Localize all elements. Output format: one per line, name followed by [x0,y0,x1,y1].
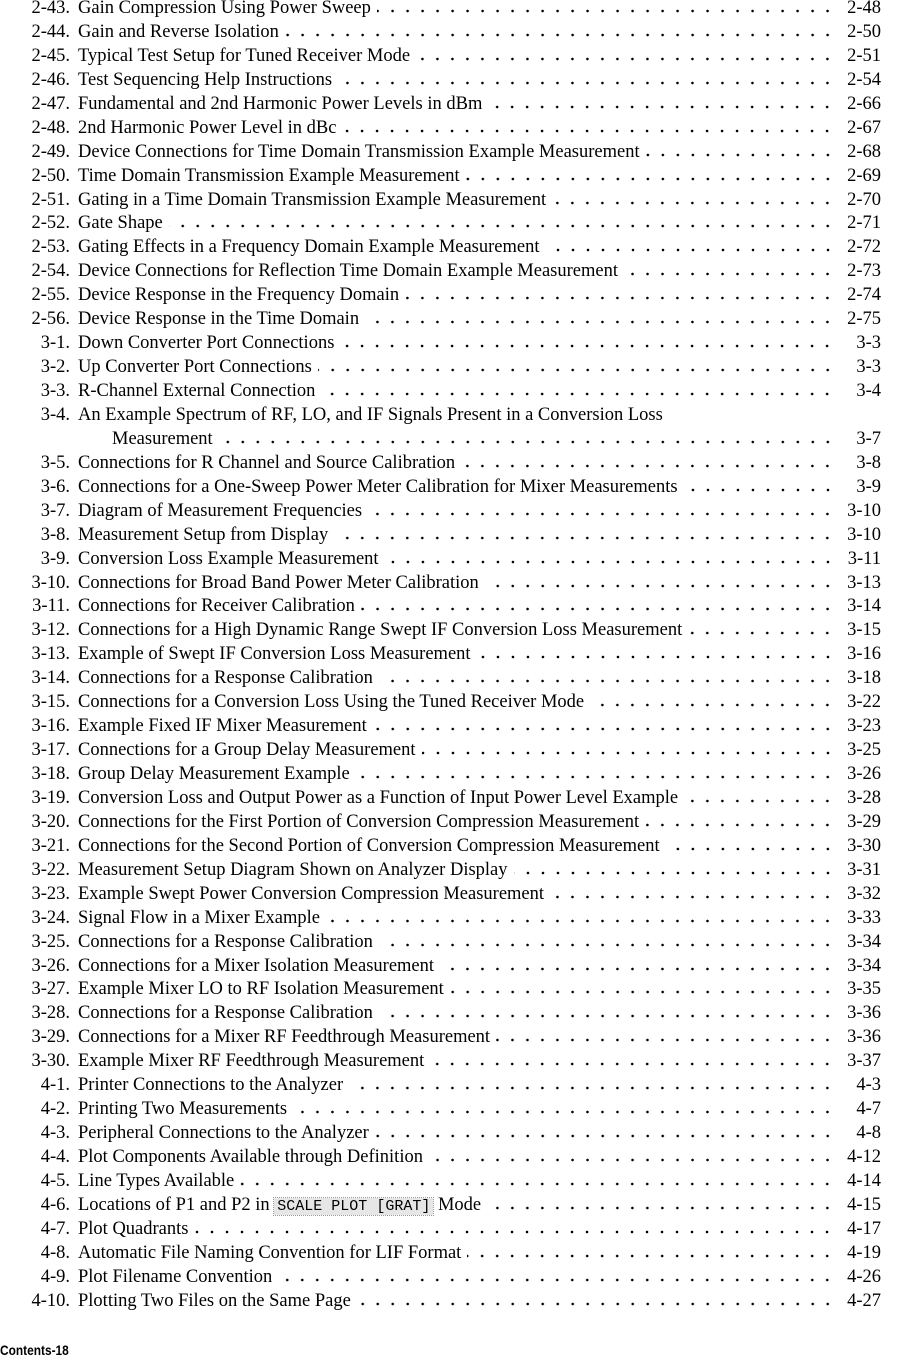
figure-number: 3-11. [32,596,70,617]
figure-number: 3-24. [31,907,70,928]
page-number: 2-66 [847,93,881,114]
dot-leader [342,129,835,133]
figure-number: 2-51. [31,189,70,210]
figure-number: 3-5. [40,452,70,473]
toc-entry[interactable] [0,1026,907,1050]
toc-entry[interactable] [0,284,907,308]
figure-title: Device Response in the Frequency Domain [78,285,400,306]
dot-leader [379,1014,835,1018]
page-number: 2-73 [847,261,881,282]
toc-entry-continuation[interactable] [0,428,907,452]
figure-number: 3-4. [40,404,70,425]
figure-number: 4-9. [40,1266,70,1287]
dot-leader [240,1182,835,1186]
page-number: 3-25 [847,740,881,761]
figure-number: 2-47. [31,93,70,114]
figure-number: 2-48. [31,117,70,138]
toc-entry[interactable] [0,1050,907,1074]
page-number: 3-15 [847,620,881,641]
figure-title: Plot Filename Convention [78,1266,273,1287]
page-number: 3-35 [847,979,881,1000]
page-number: 2-67 [847,117,881,138]
page-number: 3-34 [847,931,881,952]
dot-leader [450,990,835,994]
toc-entry[interactable] [0,883,907,907]
dot-leader [440,967,835,971]
toc-entry[interactable] [0,1170,907,1194]
figure-title: Line Types Available [78,1170,235,1191]
figure-number: 2-46. [31,69,70,90]
figure-title: 2nd Harmonic Power Level in dBc [78,117,337,138]
dot-leader [550,895,835,899]
dot-leader [645,823,835,827]
toc-entry[interactable] [0,332,907,356]
figure-number: 3-17. [31,740,70,761]
dot-leader [334,536,835,540]
page-number: 2-51 [847,45,881,66]
dot-leader [485,584,835,588]
figure-number: 4-5. [40,1170,70,1191]
figure-number: 4-10. [31,1290,70,1311]
page-number: 2-68 [847,141,881,162]
figure-title: Connections for Broad Band Power Meter Calibration [78,572,479,593]
toc-entry[interactable] [0,1218,907,1242]
figure-number: 3-9. [40,548,70,569]
page-number: 3-7 [856,428,881,449]
figure-title: Plot Quadrants [78,1218,189,1239]
page-number: 3-16 [847,644,881,665]
figure-number: 3-10. [31,572,70,593]
page-number: 3-10 [847,524,881,545]
figure-title: Typical Test Setup for Tuned Receiver Mode [78,45,411,66]
toc-entry[interactable] [0,476,907,500]
page-number: 3-23 [847,716,881,737]
dot-leader [405,296,835,300]
page-number: 3-33 [847,907,881,928]
toc-entry[interactable] [0,1242,907,1266]
toc-entry[interactable] [0,548,907,572]
toc-entry[interactable] [0,667,907,691]
figure-title: Gate Shape [78,213,163,234]
toc-entry[interactable] [0,189,907,213]
toc-entry[interactable] [0,141,907,165]
toc-entry[interactable] [0,739,907,763]
toc-entry[interactable] [0,715,907,739]
dot-leader [488,105,835,109]
figure-number: 3-13. [31,644,70,665]
toc-entry[interactable] [0,1146,907,1170]
toc-entry[interactable] [0,1002,907,1026]
figure-title: Down Converter Port Connections [78,333,335,354]
figure-number: 3-6. [40,476,70,497]
figure-number: 2-55. [31,285,70,306]
figure-number: 4-4. [40,1147,70,1167]
toc-entry[interactable] [0,811,907,835]
toc-entry[interactable] [0,1266,907,1290]
dot-leader [379,943,835,947]
dot-leader [552,201,835,205]
figure-number: 2-53. [31,237,70,258]
page-number: 2-75 [847,309,881,330]
figure-title: Example Swept Power Conversion Compression Measurement [78,883,545,904]
page-number: 3-32 [847,883,881,904]
toc-entry[interactable] [0,165,907,189]
figure-number: 3-19. [31,787,70,808]
figure-title: Connections for the Second Portion of Conversion Compression Measurement [78,835,660,856]
figure-title: Time Domain Transmission Example Measurement [78,165,460,186]
page-number: 2-54 [847,69,881,90]
figure-title: Connections for Receiver Calibration [78,596,355,617]
figure-number: 2-52. [31,213,70,234]
dot-leader [666,847,835,851]
figure-title: Measurement Setup from Display [78,524,329,545]
dot-leader [375,1134,835,1138]
dot-leader [646,153,835,157]
page-number: 3-3 [856,357,881,378]
page-number: 3-9 [856,476,881,497]
figure-title-suffix: Mode [437,1194,482,1215]
page-number: 3-31 [847,859,881,880]
dot-leader [429,1158,835,1162]
page-number: 4-7 [856,1099,881,1120]
figure-title: Connections for a Mixer Isolation Measurement [78,955,435,976]
figure-title: Device Connections for Reflection Time Domain Example Measurement [78,261,618,282]
page-number: 3-10 [847,500,881,521]
figure-number: 4-7. [40,1218,70,1239]
figure-number: 4-6. [40,1194,70,1215]
dot-leader [340,344,835,348]
figure-number: 2-44. [31,21,70,42]
figure-title: Connections for a Response Calibration [78,931,373,952]
figure-number: 2-43. [31,0,70,18]
page-number: 3-34 [847,955,881,976]
dot-leader [546,248,836,252]
dot-leader [466,177,835,181]
figure-title: Printer Connections to the Analyzer [78,1075,344,1096]
figure-title: Measurement Setup Diagram Shown on Analyzer Display [78,859,508,880]
figure-title: Conversion Loss Example Measurement [78,548,379,569]
page-number: 2-74 [847,285,881,306]
figure-title: Connections for a High Dynamic Range Swept IF Conversion Loss Measurement [78,620,683,641]
dot-leader [368,512,835,516]
figure-title: Fundamental and 2nd Harmonic Power Levels in dBm [78,93,483,114]
figure-title: Gain Compression Using Power Sweep [78,0,371,18]
figure-number: 3-25. [31,931,70,952]
toc-entry[interactable] [0,595,907,619]
page-number: 3-14 [847,596,881,617]
dot-leader [365,320,835,324]
figure-title-text: Locations of P1 and P2 in [78,1194,270,1215]
figure-number: 3-7. [40,500,70,521]
toc-entry[interactable] [0,763,907,787]
page-number: 4-19 [847,1242,881,1263]
figure-title: Connections for a Response Calibration [78,668,373,689]
page-number: 3-3 [856,333,881,354]
dot-leader [688,631,835,635]
figure-number: 2-56. [31,309,70,330]
figure-title: Connections for a Conversion Loss Using the Tuned Receiver Mode [78,692,585,713]
dot-leader [278,1278,835,1282]
toc-entry[interactable] [0,117,907,141]
figure-number: 3-29. [31,1027,70,1048]
figure-number: 3-3. [40,381,70,401]
toc-entry[interactable] [0,236,907,260]
toc-entry[interactable] [0,1194,907,1218]
dot-leader [293,1110,835,1114]
dot-leader [326,919,835,923]
page-number: 3-26 [847,764,881,784]
dot-leader [285,33,835,37]
page-number: 3-18 [847,668,881,689]
page-number: 2-69 [847,165,881,186]
figure-title: Test Sequencing Help Instructions [78,69,333,90]
figure-number: 3-2. [40,357,70,378]
figure-title: Device Response in the Time Domain [78,309,360,330]
figure-number: 3-20. [31,811,70,832]
figure-title: Plotting Two Files on the Same Page [78,1290,351,1311]
toc-entry[interactable] [0,69,907,93]
page-number: 3-8 [856,452,881,473]
page-number: 3-29 [847,811,881,832]
page-number: 2-72 [847,237,881,258]
dot-leader [487,1206,835,1210]
page-number: 4-17 [847,1218,881,1239]
page-number: 3-36 [847,1003,881,1024]
page-number: 3-22 [847,692,881,713]
dot-leader [461,464,835,468]
figure-number: 3-1. [40,333,70,354]
figure-title: R-Channel External Connection [78,381,316,401]
page-number: 3-11 [847,548,881,569]
page-number: 3-13 [847,572,881,593]
page-number: 2-50 [847,21,881,42]
figure-title: Plot Components Available through Definition [78,1147,423,1167]
dot-leader [169,224,835,228]
page-number: 4-12 [847,1147,881,1167]
dot-leader [430,1062,835,1066]
toc-entry[interactable] [0,787,907,811]
dot-leader [385,560,835,564]
figure-number: 3-21. [31,835,70,856]
toc-entry[interactable] [0,45,907,69]
toc-entry[interactable] [0,1122,907,1146]
figure-title: Example Fixed IF Mixer Measurement [78,716,367,737]
figure-title: Conversion Loss and Output Power as a Function of Input Power Level Example [78,787,679,808]
dot-leader [379,679,835,683]
page-number: 3-36 [847,1027,881,1048]
figure-number: 3-15. [31,692,70,713]
figure-title: Up Converter Port Connections [78,357,312,378]
dot-leader [477,655,835,659]
figure-title: An Example Spectrum of RF, LO, and IF Signals Present in a Conversion Loss [78,404,663,425]
toc-entry[interactable] [0,0,907,21]
figure-title: Gain and Reverse Isolation [78,21,279,42]
figure-number: 3-27. [31,979,70,1000]
figure-title: Connections for a One-Sweep Power Meter Calibration for Mixer Measurements [78,476,678,497]
toc-entry[interactable] [0,931,907,955]
softkey-label: SCALE PLOT [GRAT] [274,1198,433,1215]
figure-number: 2-54. [31,261,70,282]
toc-entry[interactable] [0,380,907,404]
figure-number: 2-49. [31,141,70,162]
toc-entry[interactable] [0,619,907,643]
page-number: 2-48 [847,0,881,18]
dot-leader [219,440,835,444]
toc-entry[interactable] [0,500,907,524]
figure-number: 4-3. [40,1123,70,1144]
dot-leader [338,81,835,85]
figure-title: Gating in a Time Domain Transmission Example Measurement [78,189,547,210]
toc-entry[interactable] [0,1074,907,1098]
dot-leader [318,368,835,372]
dot-leader [416,57,835,61]
dot-leader [361,607,835,611]
page-number: 3-37 [847,1051,881,1072]
page-number: 3-30 [847,835,881,856]
toc-entry[interactable] [0,21,907,45]
page-number: 4-27 [847,1290,881,1311]
figure-title: Gating Effects in a Frequency Domain Example Measurement [78,237,540,258]
toc-entry[interactable] [0,859,907,883]
page-number: 4-3 [856,1075,881,1096]
page-number: 4-26 [847,1266,881,1287]
toc-entry[interactable] [0,93,907,117]
dot-leader [590,703,835,707]
page-number: 3-4 [856,381,881,401]
toc-entry[interactable] [0,955,907,979]
figure-title: Peripheral Connections to the Analyzer [78,1123,369,1144]
toc-entry[interactable] [0,356,907,380]
toc-entry[interactable] [0,212,907,236]
toc-entry[interactable] [0,524,907,548]
figure-title: Connections for a Mixer RF Feedthrough Measurement [78,1027,491,1048]
figure-number: 3-23. [31,883,70,904]
figure-number: 4-2. [40,1099,70,1120]
figure-title: Automatic File Naming Convention for LIF Format [78,1242,462,1263]
page-number: 4-15 [847,1194,881,1215]
figure-title: Signal Flow in a Mixer Example [78,907,321,928]
dot-leader [349,1086,835,1090]
toc-entry[interactable] [0,308,907,332]
dot-leader [377,9,835,13]
figure-title: Connections for a Response Calibration [78,1003,373,1024]
figure-number: 3-12. [31,620,70,641]
figure-number: 3-14. [31,668,70,689]
dot-leader [321,392,835,396]
page-number: 2-71 [847,213,881,234]
figure-number: 3-28. [31,1003,70,1024]
toc-entry[interactable] [0,1290,907,1314]
figure-title-continued: Measurement [112,428,213,449]
figure-number: 4-1. [40,1075,70,1096]
dot-leader [684,488,835,492]
toc-entry[interactable] [0,643,907,667]
toc-entry[interactable] [0,260,907,284]
dot-leader [496,1038,835,1042]
dot-leader [514,871,835,875]
figure-number: 3-16. [31,716,70,737]
dot-leader [194,1230,835,1234]
figure-number: 4-8. [40,1242,70,1263]
dot-leader [422,751,835,755]
dot-leader [624,272,835,276]
figure-title: Group Delay Measurement Example [78,764,350,784]
figure-title [78,1194,481,1219]
toc-entry[interactable] [0,572,907,596]
toc-entry[interactable] [0,404,907,428]
page-number: 4-8 [856,1123,881,1144]
dot-leader [357,1302,835,1306]
dot-leader [356,775,835,779]
figure-title: Device Connections for Time Domain Transmission Example Measurement [78,141,640,162]
figure-number: 2-45. [31,45,70,66]
toc-entry[interactable] [0,1098,907,1122]
figure-number: 3-8. [40,524,70,545]
dot-leader [373,727,835,731]
figure-title: Example Mixer RF Feedthrough Measurement [78,1051,425,1072]
figure-title: Printing Two Measurements [78,1099,288,1120]
figure-number: 3-30. [31,1051,70,1072]
toc-entry[interactable] [0,978,907,1002]
figure-title: Example of Swept IF Conversion Loss Measurement [78,644,471,665]
figure-number: 3-22. [31,859,70,880]
page-number: 3-28 [847,787,881,808]
figure-title: Connections for R Channel and Source Calibration [78,452,456,473]
toc-entry[interactable] [0,452,907,476]
page-footer: Contents-18 [0,1342,69,1358]
figure-title: Connections for a Group Delay Measurement [78,740,416,761]
page-number: 4-14 [847,1170,881,1191]
dot-leader [684,799,835,803]
figure-number: 2-50. [31,165,70,186]
figure-number: 3-26. [31,955,70,976]
toc-entry[interactable] [0,835,907,859]
toc-entry[interactable] [0,907,907,931]
figure-title: Diagram of Measurement Frequencies [78,500,363,521]
figure-title: Example Mixer LO to RF Isolation Measurement [78,979,444,1000]
page-number: 2-70 [847,189,881,210]
toc-entry[interactable] [0,691,907,715]
dot-leader [467,1254,835,1258]
figure-title: Connections for the First Portion of Conversion Compression Measurement [78,811,640,832]
figure-number: 3-18. [31,764,70,784]
